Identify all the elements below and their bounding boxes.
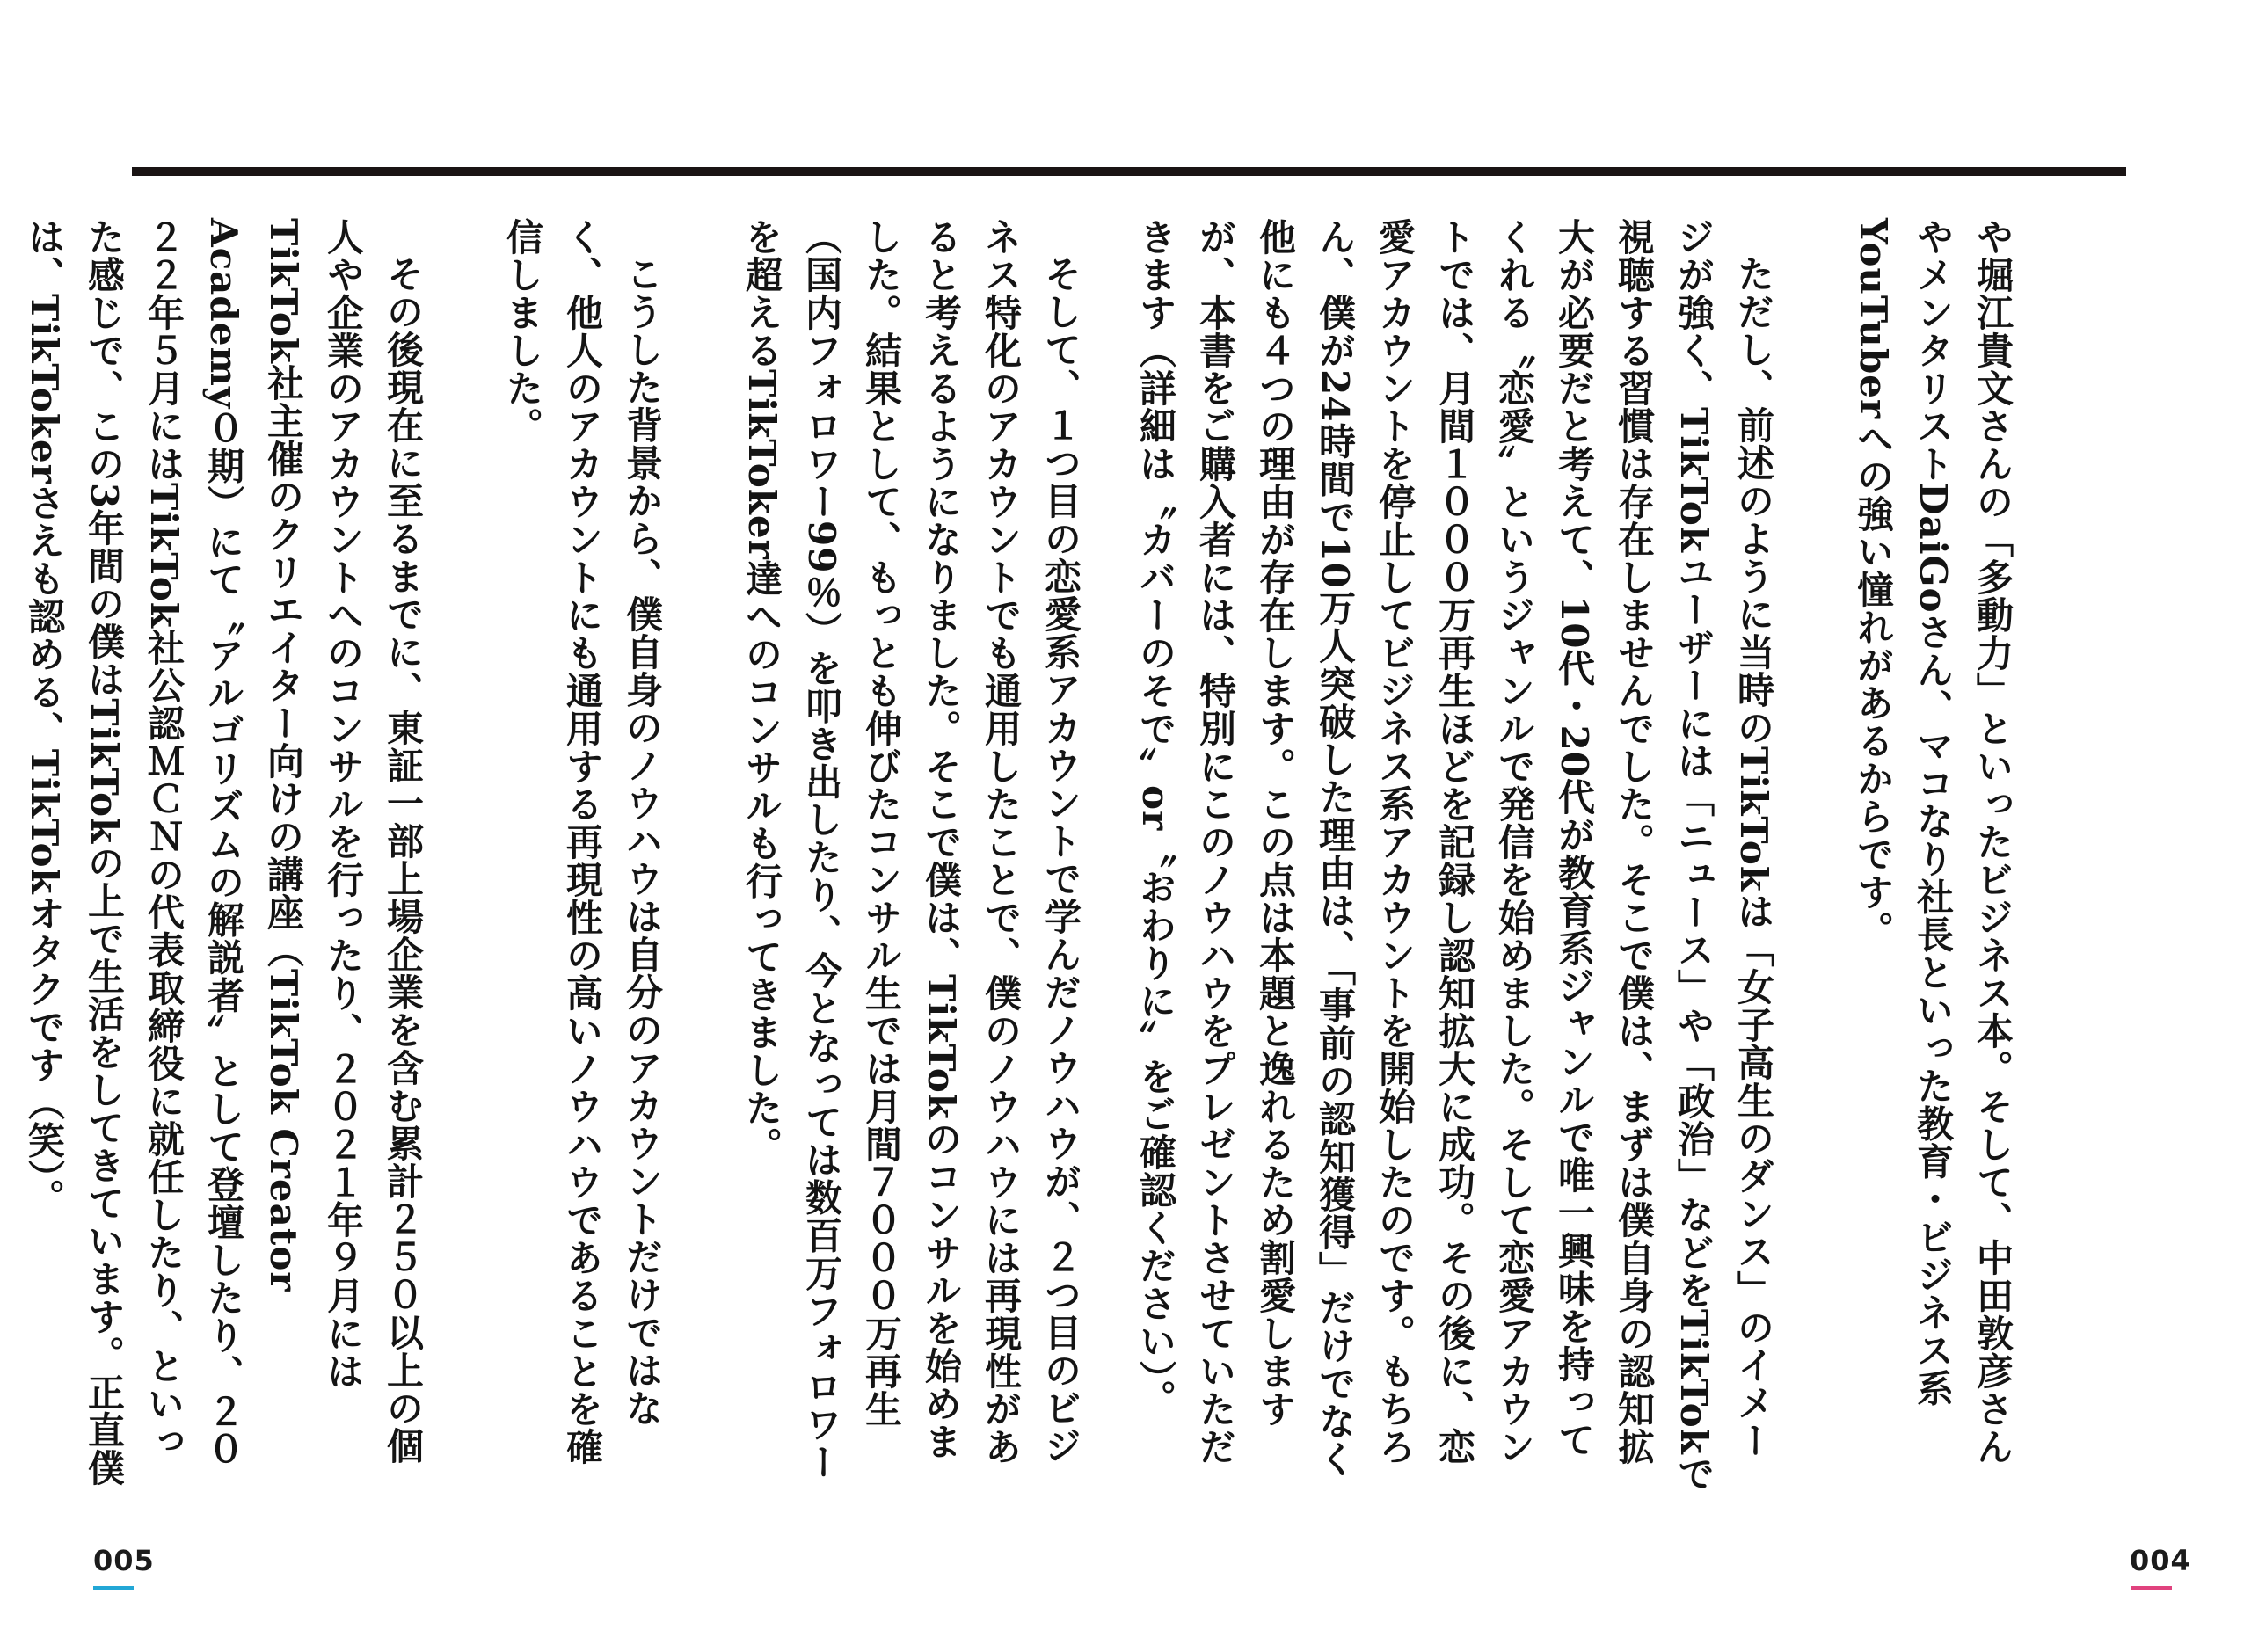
- paragraph-gap: [1783, 218, 1843, 1493]
- page-number-left: 005: [93, 1544, 155, 1577]
- page-number-right: 004: [2130, 1544, 2191, 1577]
- left-page-text: [23, 218, 1090, 1493]
- right-page-text: [1108, 218, 2022, 1493]
- paragraph-gap: [433, 218, 492, 1493]
- left-paragraph-1: そして、１つ目の恋愛系アカウントで学んだノウハウが、２つ目のビジネス特化のアカウントでも通用したことで、僕のノウハウには再現性があると考えるようになりました。そこで僕は、TikTokのコンサルを始めました。結果として、もっとも伸びたコンサル生では月間７０００万再生（国内フォロワー99％）を叩き出したり、今となっては数百万フォロワーを超えるTikToker達へのコンサルも行ってきました。: [740, 218, 1082, 1481]
- header-rule: [132, 167, 2126, 176]
- paragraph-gap: [672, 218, 732, 1493]
- page-number-left-underline: [93, 1586, 134, 1590]
- left-paragraph-3: その後現在に至るまでに、東証一部上場企業を含む累計２５０以上の個人や企業のアカウントへのコンサルを行ったり、２０２１年９月にはTikTok社主催のクリエイター向けの講座（TikTok Creator Academy０期）にて〝アルゴリズムの解説者〟として登壇したり、２０２２年５月にはTikTok社公認ＭＣＮの代表取締役に就任したり、といった感じで、この3年間の僕はTikTokの上で生活をしてきています。正直僕は、TikTokerさえも認める、TikTokオタクです（笑）。: [23, 218, 425, 1488]
- page-number-right-underline: [2131, 1586, 2172, 1590]
- left-paragraph-2: こうした背景から、僕自身のノウハウは自分のアカウントだけではなく、他人のアカウントにも通用する再現性の高いノウハウであることを確信しました。: [501, 218, 664, 1466]
- right-paragraph-1: や堀江貴文さんの「多動力」といったビジネス本。そして、中田敦彦さんやメンタリストDaiGoさん、マコなり社長といった教育・ビジネス系YouTuberへの強い憧れがあるからです。: [1852, 218, 2014, 1466]
- right-paragraph-2: ただし、前述のように当時のTikTokは「女子高生のダンス」のイメージが強く、TikTokユーザーには「ニュース」や「政治」などをTikTokで視聴する習慣は存在しませんでした。そこで僕は、まずは僕自身の認知拡大が必要だと考えて、10代・20代が教育系ジャンルで唯一興味を持ってくれる〝恋愛〟というジャンルで発信を始めました。そして恋愛アカウントでは、月間１０００万再生ほどを記録し認知拡大に成功。その後に、恋愛アカウントを停止してビジネス系アカウントを開始したのです。もちろん、僕が24時間で10万人突破した理由は、「事前の認知獲得」だけでなく他にも４つの理由が存在します。この点は本題と逸れるため割愛しますが、本書をご購入者には、特別にこのノウハウをプレゼントさせていただきます（詳細は〝カバーのそで〟or〝おわりに〟をご確認ください）。: [1134, 218, 1775, 1493]
